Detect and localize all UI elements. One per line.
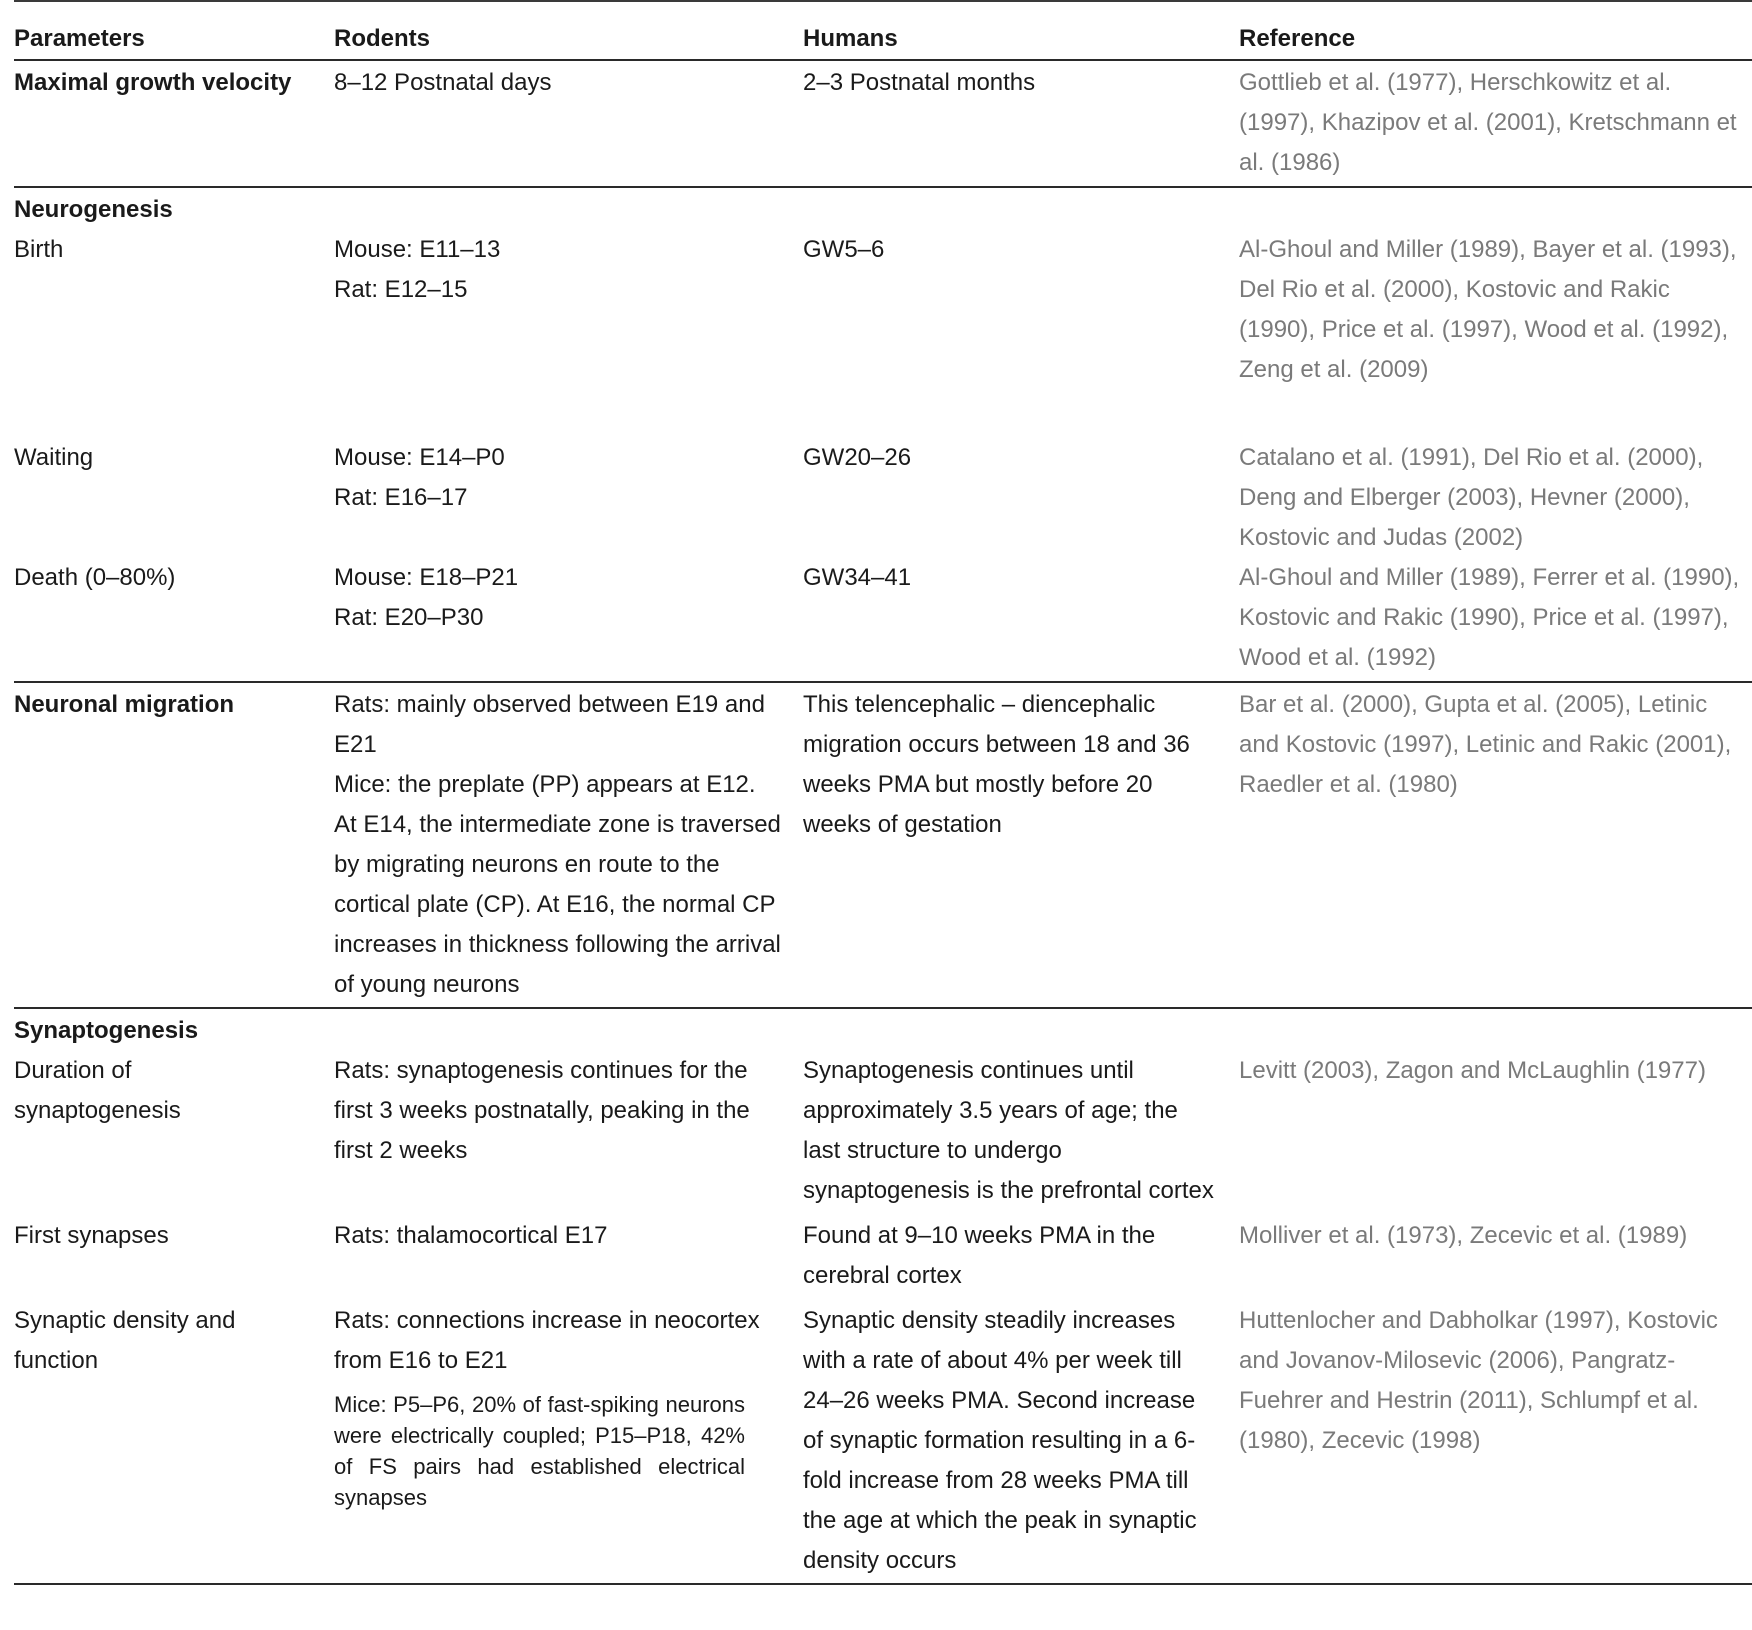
top-rule — [14, 0, 1752, 2]
table-row-growth — [14, 60, 1752, 187]
rodents-duration: Rats: synaptogenesis continues for the first 3 weeks postnatally, peaking in the first 2 weeks — [334, 1057, 750, 1164]
section-row-synaptogenesis — [14, 1008, 1752, 1051]
param-waiting: Waiting — [14, 444, 94, 471]
param-growth: Maximal growth velocity — [14, 60, 334, 187]
reference-growth: Gottlieb et al. (1977), Herschkowitz et al. (1997), Khazipov et al. (2001), Kretschmann et al. (1986) — [1239, 60, 1752, 187]
header-reference: Reference — [1239, 0, 1752, 60]
humans-growth: 2–3 Postnatal months — [803, 60, 1239, 187]
reference-density: Huttenlocher and Dabholkar (1997), Kostovic and Jovanov-Milosevic (2006), Pangratz-Fuehrer and Hestrin (2011), Schlumpf et al. (1980), Zecevic (1998) — [1239, 1301, 1752, 1584]
development-comparison-table — [14, 0, 1752, 1585]
reference-duration: Levitt (2003), Zagon and McLaughlin (1977) — [1239, 1057, 1706, 1084]
rodents-density-rats: Rats: connections increase in neocortex from E16 to E21 — [334, 1307, 760, 1374]
humans-first-synapses: Found at 9–10 weeks PMA in the cerebral cortex — [803, 1222, 1156, 1289]
humans-waiting: GW20–26 — [803, 444, 912, 471]
param-migration: Neuronal migration — [14, 682, 334, 1008]
reference-waiting: Catalano et al. (1991), Del Rio et al. (2000), Deng and Elberger (2003), Hevner (2000), Kostovic and Judas (2002) — [1239, 444, 1704, 551]
header-row — [14, 0, 1752, 60]
rodents-death-rat: Rat: E20–P30 — [334, 604, 484, 631]
table-row-waiting — [14, 438, 1752, 558]
header-parameters: Parameters — [14, 0, 334, 60]
table-row-death — [14, 558, 1752, 682]
reference-birth: Al-Ghoul and Miller (1989), Bayer et al. (1993), Del Rio et al. (2000), Kostovic and Rakic (1990), Price et al. (1997), Wood et al. (1992), Zeng et al. (2009) — [1239, 236, 1737, 383]
rodents-birth — [334, 230, 803, 438]
humans-birth: GW5–6 — [803, 236, 885, 263]
table-row-birth — [14, 230, 1752, 438]
rodents-migration-rats: Rats: mainly observed between E19 and E21 — [334, 691, 765, 758]
humans-migration: This telencephalic – diencephalic migration occurs between 18 and 36 weeks PMA but mostly before 20 weeks of gestation — [803, 682, 1239, 1008]
humans-death: GW34–41 — [803, 558, 1239, 682]
param-duration: Duration of synaptogenesis — [14, 1057, 181, 1124]
table-row-density — [14, 1301, 1752, 1584]
rodents-growth: 8–12 Postnatal days — [334, 60, 803, 187]
table-row-duration — [14, 1051, 1752, 1216]
header-humans: Humans — [803, 0, 1239, 60]
param-first-synapses: First synapses — [14, 1222, 169, 1249]
reference-first-synapses: Molliver et al. (1973), Zecevic et al. (1989) — [1239, 1222, 1688, 1249]
rodents-waiting — [334, 438, 803, 558]
rodents-death — [334, 558, 803, 682]
section-row-neurogenesis — [14, 187, 1752, 230]
reference-migration: Bar et al. (2000), Gupta et al. (2005), Letinic and Kostovic (1997), Letinic and Rakic (2001), Raedler et al. (1980) — [1239, 682, 1752, 1008]
param-birth: Birth — [14, 236, 64, 263]
humans-density: Synaptic density steadily increases with a rate of about 4% per week till 24–26 weeks PMA. Second increase of synaptic formation resulting in a 6-fold increase from 28 weeks PMA till the age at which the peak in synaptic density occurs — [803, 1301, 1239, 1584]
param-density: Synaptic density and function — [14, 1301, 334, 1584]
header-rodents: Rodents — [334, 0, 803, 60]
rodents-birth-rat: Rat: E12–15 — [334, 276, 468, 303]
section-neurogenesis: Neurogenesis — [14, 196, 173, 223]
rodents-waiting-rat: Rat: E16–17 — [334, 484, 468, 511]
table-row-migration — [14, 682, 1752, 1008]
section-synaptogenesis: Synaptogenesis — [14, 1017, 199, 1044]
rodents-density-mice: Mice: P5–P6, 20% of fast-spiking neurons were electrically coupled; P15–P18, 42% of FS pairs had established electrical synapses — [334, 1392, 745, 1510]
rodents-waiting-mouse: Mouse: E14–P0 — [334, 444, 505, 471]
rodents-birth-mouse: Mouse: E11–13 — [334, 236, 501, 263]
rodents-death-mouse: Mouse: E18–P21 — [334, 564, 519, 591]
rodents-first-synapses: Rats: thalamocortical E17 — [334, 1222, 608, 1249]
table-page — [14, 0, 1752, 1630]
humans-duration: Synaptogenesis continues until approximately 3.5 years of age; the last structure to undergo synaptogenesis is the prefrontal cortex — [803, 1057, 1214, 1204]
rodents-density — [334, 1301, 803, 1584]
table-row-first-synapses — [14, 1216, 1752, 1301]
rodents-migration-mice: Mice: the preplate (PP) appears at E12. At E14, the intermediate zone is traversed by migrating neurons en route to the cortical plate (CP). At E16, the normal CP increases in thickness following the arrival of young neurons — [334, 771, 781, 998]
rodents-migration — [334, 682, 803, 1008]
param-death: Death (0–80%) — [14, 558, 334, 682]
reference-death: Al-Ghoul and Miller (1989), Ferrer et al. (1990), Kostovic and Rakic (1990), Price et al. (1997), Wood et al. (1992) — [1239, 558, 1752, 682]
